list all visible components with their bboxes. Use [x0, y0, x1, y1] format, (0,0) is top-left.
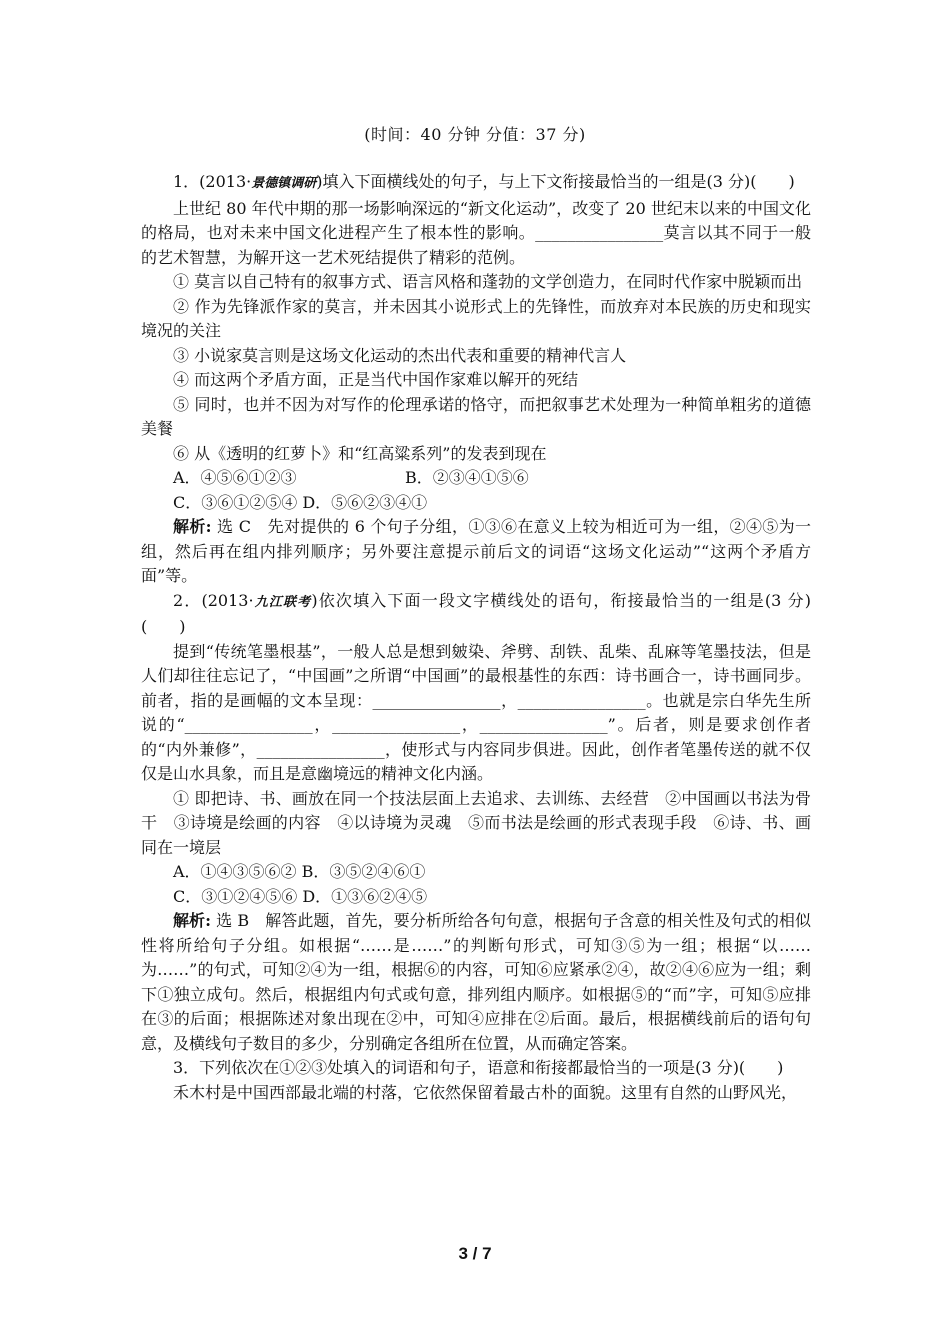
question-1-source: 景德镇调研	[251, 176, 317, 191]
question-1-number: 1．(2013·	[173, 172, 252, 191]
question-1-stem	[141, 170, 811, 197]
question-2-analysis-text: 选 B 解答此题，首先，要分析所给各句句意，根据句子含意的相关性及句式的相似性将所给句子分组。如根据“……是……”的判断句形式，可知③⑤为一组；根据“以……为……”的句式，可知②④为一组，根据⑥的内容，可知⑥应紧承②④，故②④⑥应为一组；剩下①独立成句。然后，根据组内句式或句意，排列组内顺序。如根据⑤的“而”字，可知⑤应排在③的后面；根据陈述对象出现在②中，可知④应排在②后面。最后，根据横线前后的语句句意，及横线句子数目的多少，分别确定各组所在位置，从而确定答案。	[141, 911, 811, 1053]
question-1-passage: 上世纪 80 年代中期的那一场影响深远的“新文化运动”，改变了 20 世纪末以来的中国文化的格局，也对未来中国文化进程产生了根本性的影响。________________莫言以其不同于一般的艺术智慧，为解开这一艺术死结提供了精彩的范例。	[141, 198, 811, 267]
question-2-options-cd: C．③①②④⑤⑥ D．①③⑥②④⑤	[173, 886, 428, 906]
question-1-analysis	[141, 515, 811, 589]
question-3-passage: 禾木村是中国西部最北端的村落，它依然保留着最古朴的面貌。这里有自然的山野风光，	[173, 1082, 798, 1102]
question-1-sentence-1: ① 莫言以自己特有的叙事方式、语言风格和蓬勃的文学创造力，在同时代作家中脱颖而出	[173, 272, 803, 291]
analysis-label: 解析:	[173, 911, 212, 930]
question-2-options-ab: A．①④③⑤⑥② B．③⑤②④⑥①	[173, 862, 426, 881]
question-1-option-a: A．④⑤⑥①②③	[173, 468, 297, 487]
question-1-sentence-2: ② 作为先锋派作家的莫言，并未因其小说形式上的先锋性，而放弃对本民族的历史和现实境况的关注	[141, 296, 811, 340]
question-1-sentence-3: ③ 小说家莫言则是这场文化运动的杰出代表和重要的精神代言人	[173, 345, 627, 365]
question-1-options-cd: C．③⑥①②⑤④ D．⑤⑥②③④①	[173, 492, 428, 512]
question-1-analysis-text: 选 C 先对提供的 6 个句子分组，①③⑥在意义上较为相近可为一组，②④⑤为一组，然后再在组内排列顺序；另外要注意提示前后文的词语“这场文化运动”“这两个矛盾方面”等。	[141, 517, 811, 585]
question-1-options-ab	[141, 466, 811, 491]
document-body	[141, 170, 811, 1105]
question-1-sentence-4: ④ 而这两个矛盾方面，正是当代中国作家难以解开的死结	[173, 370, 579, 389]
analysis-label: 解析:	[173, 517, 212, 536]
question-1-sentence-6: ⑥ 从《透明的红萝卜》和“红高粱系列”的发表到现在	[173, 443, 547, 463]
question-2-items: ① 即把诗、书、画放在同一个技法层面上去追求、去训练、去经营 ②中国画以书法为骨干 ③诗境是绘画的内容 ④以诗境为灵魂 ⑤而书法是绘画的形式表现手段 ⑥诗、书、画同在一境层	[141, 788, 811, 857]
question-2-stem	[141, 589, 811, 640]
question-1-prompt: )填入下面横线处的句子，与上下文衔接最恰当的一组是(3 分)( )	[316, 172, 795, 191]
question-3-stem: 3．下列依次在①②③处填入的词语和句子，语意和衔接都最恰当的一项是(3 分)( )	[173, 1058, 784, 1077]
question-1-sentence-5: ⑤ 同时，也并不因为对写作的伦理承诺的恪守，而把叙事艺术处理为一种简单粗劣的道德美餐	[141, 394, 811, 438]
question-2-prompt: )依次填入下面一段文字横线处的语句，衔接最恰当的一组是(3 分)( )	[141, 590, 811, 636]
question-2-passage: 提到“传统笔墨根基”，一般人总是想到皴染、斧劈、刮铁、乱柴、乱麻等笔墨技法，但是人们却往往忘记了，“中国画”之所谓“中国画”的最根基性的东西：诗书画合一，诗书画同步。前者，指的是画幅的文本呈现：________________，________________。也就是宗白华先生所说的“________________，________________，________________”。后者，则是要求创作者的“内外兼修”，________________，使形式与内容同步俱进。因此，创作者笔墨传送的就不仅仅是山水具象，而且是意幽境远的精神文化内涵。	[141, 641, 811, 783]
page-number: 3 / 7	[458, 1244, 492, 1263]
question-2-source: 九江联考	[253, 594, 312, 610]
question-2-analysis	[141, 909, 811, 1056]
question-1-option-b: B．②③④①⑤⑥	[405, 468, 529, 487]
question-2-number: 2．(2013·	[173, 590, 254, 610]
exam-header: (时间：40 分钟 分值：37 分)	[364, 125, 586, 144]
